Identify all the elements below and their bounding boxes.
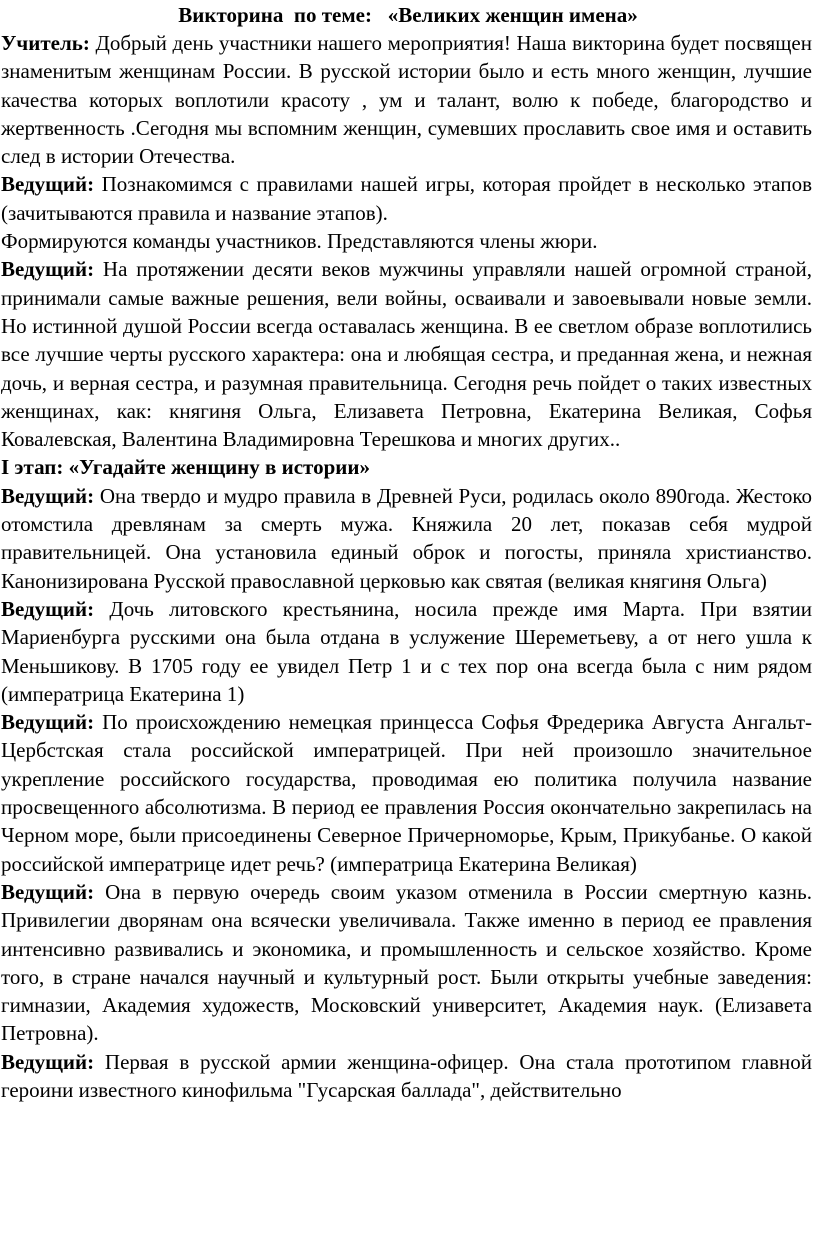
paragraph-text: Добрый день участники нашего мероприятия! Наша викторина будет посвящен знаменитым женщинам России. В русской истории было и есть много женщин, лучшие качества которых воплотили красоту , ум и талант, волю к победе, благородство и жертвенность .Сегодня мы вспомним женщин, сумевших прославить свое имя и оставить след в истории Отечества. [1, 31, 812, 169]
paragraph-host-intro [0, 255, 816, 453]
paragraph-text: По происхождению немецкая принцесса Софья Фредерика Августа Ангальт-Цербстская стала российской императрицей. При ней произошло значительное укрепление российского государства, проводимая ею политика получила название просвещенного абсолютизма. В период ее правления Россия окончательно закрепилась на Черном море, были присоединены Северное Причерноморье, Крым, Прикубанье. О какой российской императрице идет речь? (императрица Екатерина Великая) [1, 710, 812, 876]
speaker-label: Ведущий: [1, 596, 95, 621]
paragraph-text: Познакомимся с правилами нашей игры, которая пройдет в несколько этапов (зачитываются правила и название этапов). [1, 172, 812, 225]
paragraph-text: Она в первую очередь своим указом отменила в России смертную казнь. Привилегии дворянам она всячески увеличивала. Также именно в период ее правления интенсивно развивались и экономика, и промышленность и сельское хозяйство. Кроме того, в стране начался научный и культурный рост. Были открыты учебные заведения: гимназии, Академия художеств, Московский университет, Академия наук. (Елизавета Петровна). [1, 879, 812, 1046]
paragraph-text: Дочь литовского крестьянина, носила прежде имя Марта. При взятии Мариенбурга русскими она была отдана в услужение Шереметьеву, а от него ушла к Меньшикову. В 1705 году ее увидел Петр 1 и с тех пор она всегда была с ним рядом (императрица Екатерина 1) [1, 596, 812, 706]
paragraph-durova [0, 1048, 816, 1105]
speaker-label: Ведущий: [1, 257, 95, 282]
speaker-label: Ведущий: [1, 879, 95, 904]
stage-title: I этап: «Угадайте женщину в истории» [1, 455, 370, 480]
document-title: Викторина по теме: «Великих женщин имена» [178, 3, 638, 27]
paragraph-olga [0, 482, 816, 595]
paragraph-catherine-great [0, 708, 816, 878]
speaker-label: Ведущий: [1, 172, 95, 197]
speaker-label: Учитель: [1, 31, 90, 55]
speaker-label: Ведущий: [1, 710, 95, 735]
paragraph-catherine-1 [0, 595, 816, 708]
speaker-label: Ведущий: [1, 483, 95, 508]
stage-heading [0, 453, 816, 481]
paragraph-elizabeth [0, 878, 816, 1048]
paragraph-teacher-intro [0, 29, 816, 170]
paragraph-text: На протяжении десяти веков мужчины управляли нашей огромной страной, принимали самые важные решения, вели войны, осваивали и завоевывали новые земли. Но истинной душой России всегда оставалась женщина. В ее светлом образе воплотились все лучшие черты русского характера: она и любящая сестра, и преданная жена, и нежная дочь, и верная сестра, и разумная правительница. Сегодня речь пойдет о таких известных женщинах, как: княгиня Ольга, Елизавета Петровна, Екатерина Великая, Софья Ковалевская, Валентина Владимировна Терешкова и многих других.. [1, 257, 812, 452]
speaker-label: Ведущий: [1, 1049, 95, 1074]
paragraph-text: Она твердо и мудро правила в Древней Руси, родилась около 890года. Жестоко отомстила древлянам за смерть мужа. Княжила 20 лет, показав себя мудрой правительницей. Она установила единый оброк и погосты, приняла христианство. Канонизирована Русской православной церковью как святая (великая княгиня Ольга) [1, 483, 812, 593]
paragraph-teams [0, 227, 816, 255]
paragraph-rules [0, 170, 816, 227]
paragraph-text: Формируются команды участников. Представляются члены жюри. [1, 229, 598, 254]
paragraph-text: Первая в русской армии женщина-офицер. Она стала прототипом главной героини известного кинофильма "Гусарская баллада", действительно [1, 1049, 812, 1102]
